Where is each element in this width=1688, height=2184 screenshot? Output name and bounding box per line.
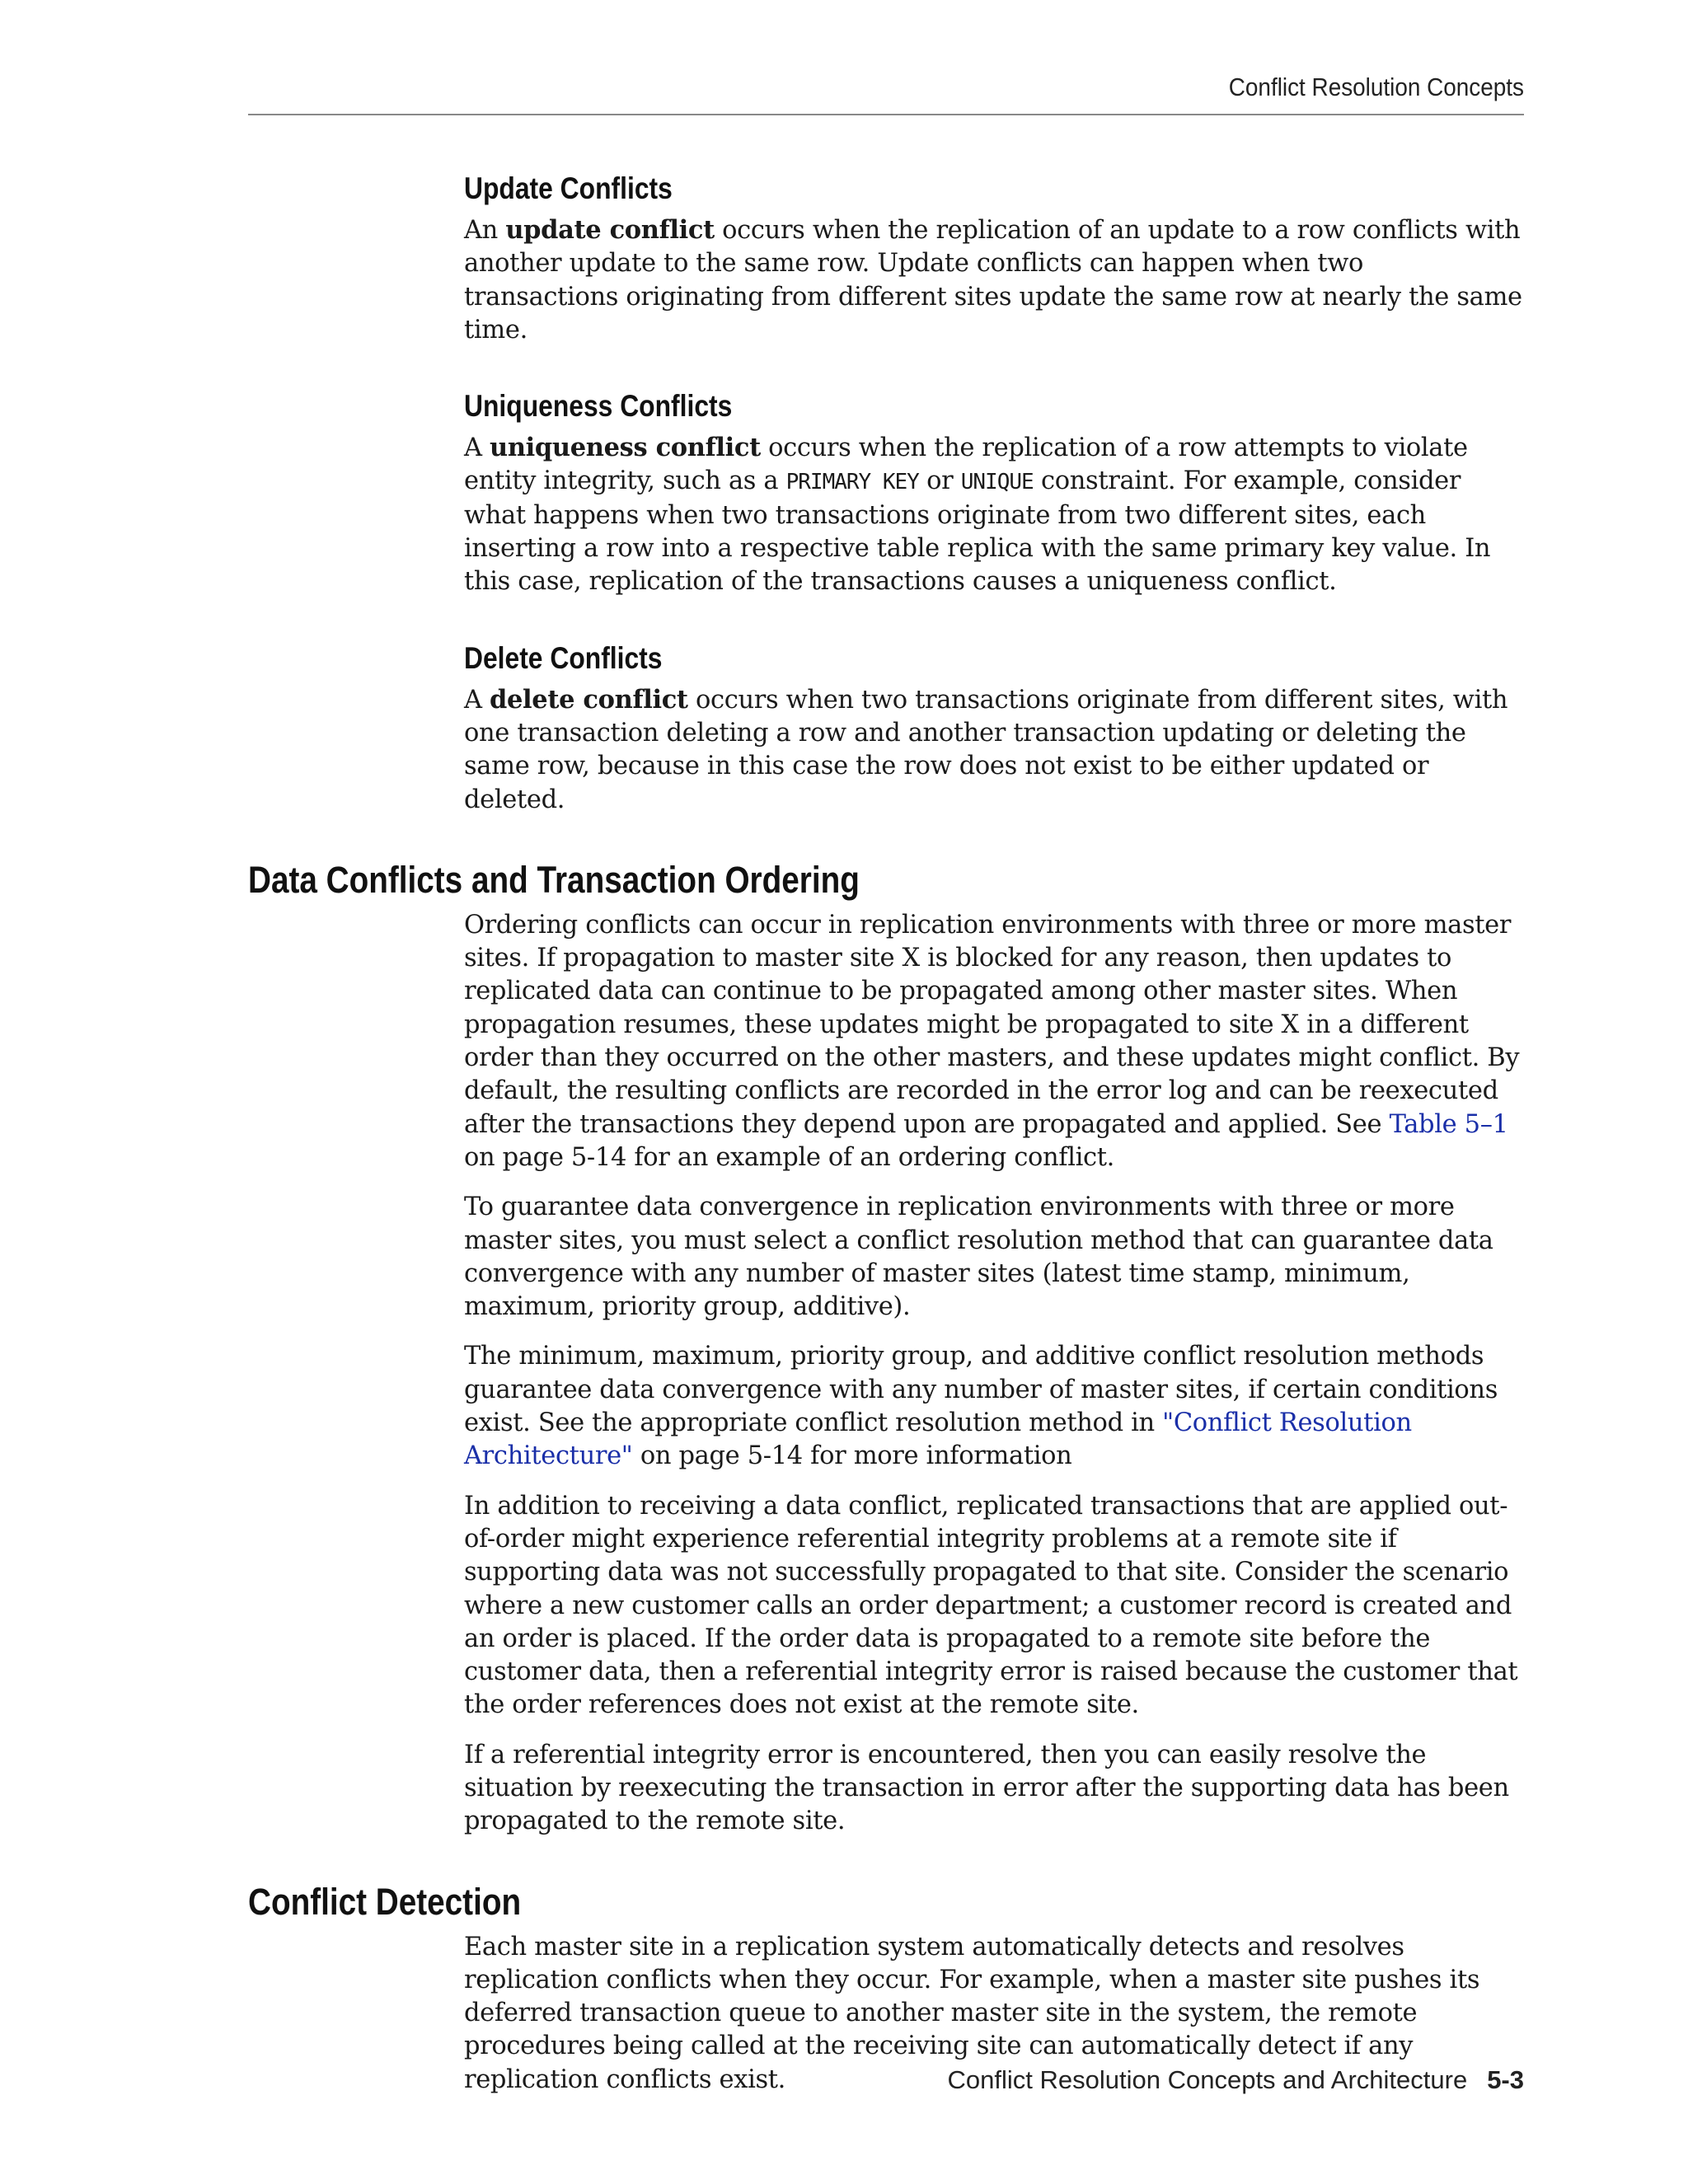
- ordering-paragraph-3: The minimum, maximum, priority group, and additive conflict resolution methods guarantee data convergence with any number of master sites, if certain conditions exist. See the appropriate conflict resolution method in "Conflict Resolution Architecture" on page 5-14 for more information: [464, 1342, 1498, 1471]
- delete-conflicts-heading: Delete Conflicts: [464, 640, 663, 675]
- delete-conflicts-section: [464, 639, 1524, 817]
- transaction-ordering-section: [248, 856, 1524, 1839]
- update-conflicts-heading: Update Conflicts: [464, 171, 673, 205]
- ordering-paragraph-1: Ordering conflicts can occur in replication environments with three or more master sites. If propagation to master site X is blocked for any reason, then updates to replicated data can continue to be propagated among other master sites. When propagation resumes, these updates might be propagated to site X in a different order than they occurred on the other masters, and these updates might conflict. By default, the resulting conflicts are recorded in the error log and can be reexecuted after the transactions they depend upon are propagated and applied. See Table 5–1 on page 5-14 for an example of an ordering conflict.: [464, 910, 1520, 1172]
- conflict-resolution-architecture-link[interactable]: "Conflict Resolution Architecture": [464, 1408, 1412, 1471]
- ordering-paragraph-4: In addition to receiving a data conflict, replicated transactions that are applied out-of-order might experience referential integrity problems at a remote site if supporting data was not successfully propagated to that site. Consider the scenario where a new customer calls an order department; a customer record is created and an order is placed. If the order data is propagated to a remote site before the customer data, then a referential integrity error is raised because the customer that the order references does not exist at the remote site.: [464, 1491, 1518, 1720]
- transaction-ordering-heading: Data Conflicts and Transaction Ordering: [248, 858, 860, 901]
- ordering-paragraph-5: If a referential integrity error is encountered, then you can easily resolve the situation by reexecuting the transaction in error after the supporting data has been propagated to the remote site.: [464, 1740, 1509, 1836]
- update-conflicts-section: [464, 169, 1524, 347]
- uniqueness-conflicts-section: [464, 387, 1524, 598]
- delete-conflicts-paragraph: A delete conflict occurs when two transactions originate from different sites, with one transaction deleting a row and another transaction updating or deleting the same row, because in this case the row does not exist to be either updated or deleted.: [464, 684, 1508, 814]
- uniqueness-conflicts-paragraph: A uniqueness conflict occurs when the replication of a row attempts to violate entity integrity, such as a PRIMARY KEY or UNIQUE constraint. For example, consider what happens when two transactions originate from two different sites, each inserting a row into a respective table replica with the same primary key value. In this case, replication of the transactions causes a uniqueness conflict.: [464, 433, 1491, 597]
- conflict-detection-section: [248, 1878, 1524, 2097]
- page-number: 5-3: [1487, 2065, 1524, 2094]
- footer-book-title: Conflict Resolution Concepts and Architecture: [947, 2065, 1468, 2094]
- uniqueness-conflicts-heading: Uniqueness Conflicts: [464, 389, 733, 424]
- uniqueness-conflict-term: uniqueness conflict: [490, 433, 761, 463]
- unique-code: UNIQUE: [960, 470, 1034, 495]
- conflict-detection-paragraph: Each master site in a replication system automatically detects and resolves replication conflicts when they occur. For example, when a master site pushes its deferred transaction queue to another master site in the system, the remote procedures being called at the receiving site can automatically detect if any replication conflicts exist.: [464, 1932, 1480, 2094]
- delete-conflict-term: delete conflict: [490, 684, 688, 715]
- table-5-1-link[interactable]: Table 5–1: [1389, 1109, 1508, 1139]
- header-rule: [248, 114, 1524, 115]
- page-body: [248, 169, 1524, 2136]
- update-conflict-term: update conflict: [505, 215, 715, 245]
- primary-key-code: PRIMARY KEY: [785, 470, 919, 495]
- running-header: Conflict Resolution Concepts: [1228, 73, 1524, 101]
- ordering-paragraph-2: To guarantee data convergence in replication environments with three or more master sites, you must select a conflict resolution method that can guarantee data convergence with any number of master sites (latest time stamp, minimum, maximum, priority group, additive).: [464, 1193, 1493, 1322]
- update-conflicts-paragraph: An update conflict occurs when the replication of an update to a row conflicts with another update to the same row. Update conflicts can happen when two transactions originating from different sites update the same row at nearly the same time.: [464, 215, 1522, 344]
- page-footer: [0, 2065, 1524, 2095]
- conflict-detection-heading: Conflict Detection: [248, 1880, 522, 1923]
